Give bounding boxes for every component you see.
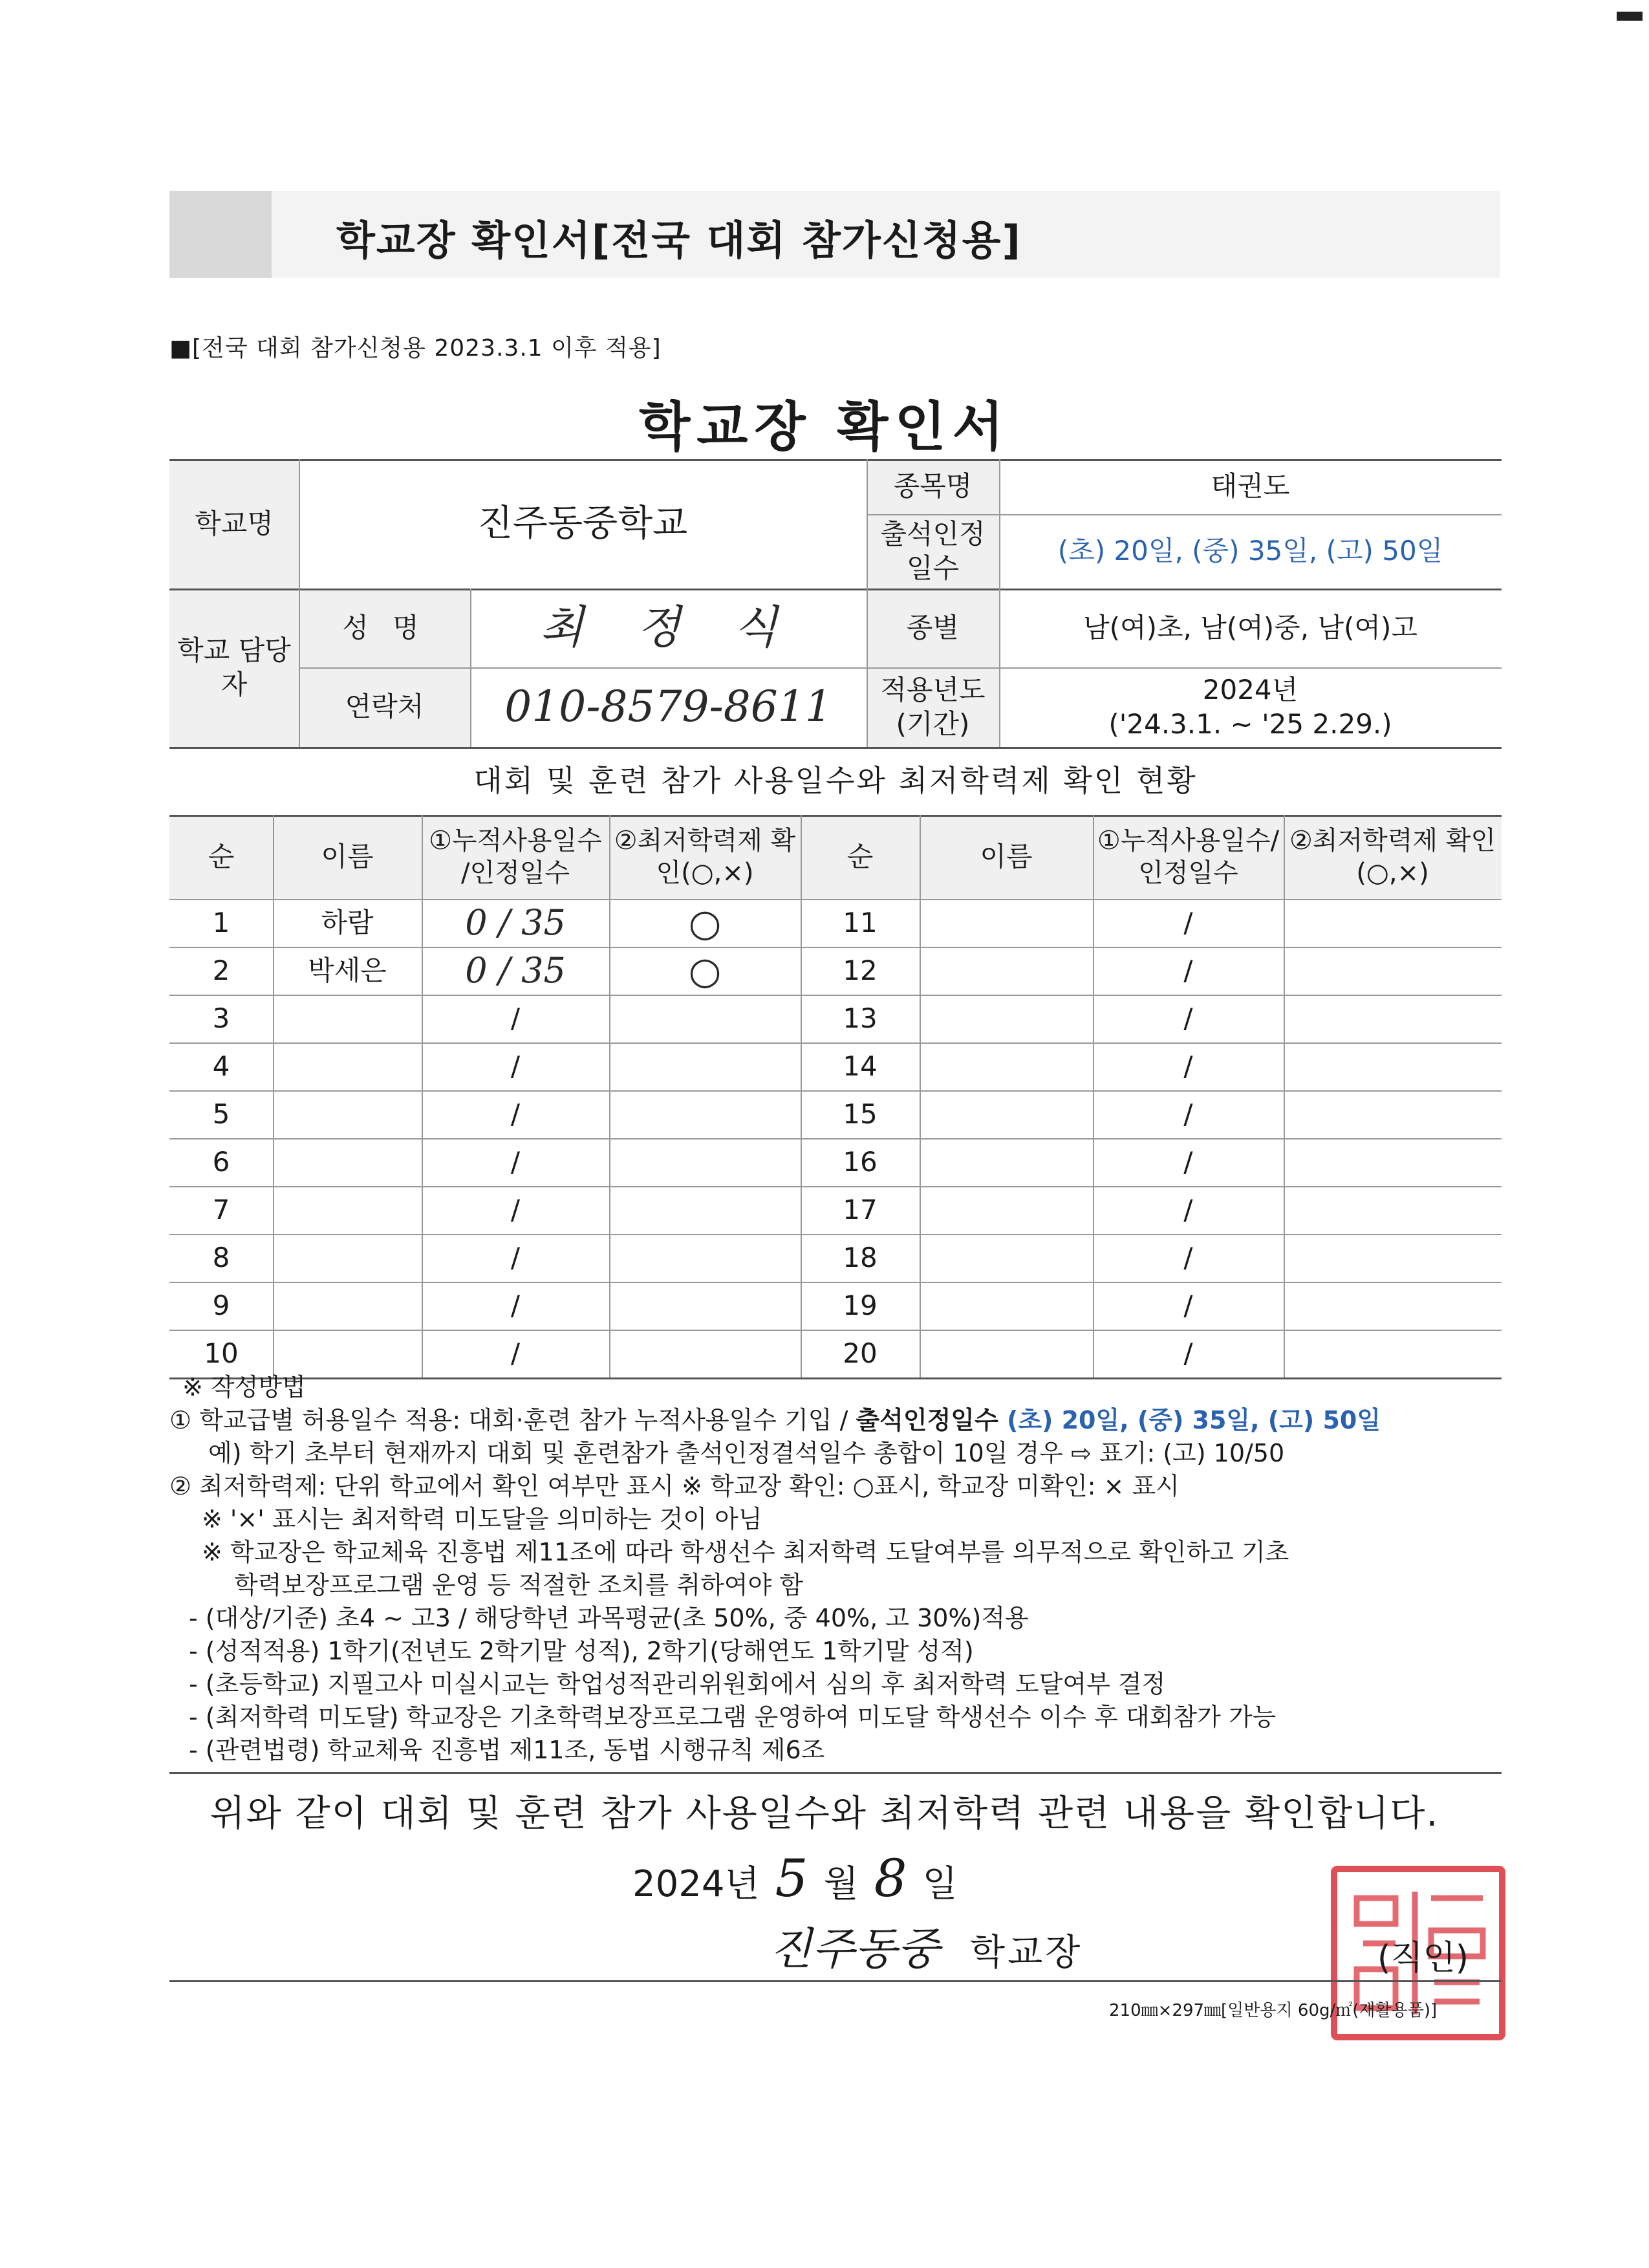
row-days-right: / <box>1183 906 1193 938</box>
note-line: - (대상/기준) 초4 ~ 고3 / 해당학년 과목평균(초 50%, 중 40%, 고 30%)적용 <box>189 1604 1029 1632</box>
contact-label: 연락처 <box>345 691 424 723</box>
contact-value: 010-8579-8611 <box>504 682 832 732</box>
col-check-header: ②최저학력제 확인(○,×) <box>614 826 796 888</box>
row-no-right: 18 <box>843 1241 878 1273</box>
confirm-statement: 위와 같이 대회 및 훈련 참가 사용일수와 최저학력 관련 내용을 확인합니다. <box>210 1793 1439 1835</box>
note-line: - (성적적용) 1학기(전년도 2학기말 성적), 2학기(당해연도 1학기말 성적) <box>189 1637 974 1665</box>
year-value: 2024년 <box>1202 674 1299 706</box>
row-no: 8 <box>212 1241 230 1273</box>
row-days-right: / <box>1183 954 1193 986</box>
divider <box>169 1772 1502 1774</box>
date-day: 8 <box>874 1848 907 1908</box>
paper-spec: 210㎜×297㎜[일반용지 60g/㎡(재활용품)] <box>1109 2001 1438 2020</box>
gender-label: 종별 <box>906 611 960 643</box>
col-days-header: ①누적사용일수 /인정일수 <box>429 826 602 888</box>
row-no: 3 <box>212 1002 230 1034</box>
row-days: / <box>510 1145 521 1178</box>
row-days: / <box>510 1289 521 1321</box>
col-name-header: 이름 <box>321 840 374 872</box>
col-no-header-right: 순 <box>846 840 874 872</box>
gender-value: 남(여)초, 남(여)중, 남(여)고 <box>1083 611 1417 643</box>
note-line: - (최저학력 미도달) 학교장은 기초학력보장프로그램 운영하여 미도달 학생선수 이수 후 대회참가 가능 <box>189 1703 1277 1731</box>
row-days-right: / <box>1183 1289 1193 1321</box>
note-line: ② 최저학력제: 단위 학교에서 확인 여부만 표시 ※ 학교장 확인: ○표시, 학교장 미확인: × 표시 <box>169 1472 1180 1500</box>
col-name-header-right: 이름 <box>980 840 1033 872</box>
attendance-value: (초) 20일, (중) 35일, (고) 50일 <box>1057 535 1443 567</box>
manager-label: 학교 담당자 <box>177 634 291 700</box>
row-no: 6 <box>212 1145 230 1178</box>
row-no: 1 <box>212 906 230 938</box>
row-no-right: 11 <box>843 906 878 938</box>
attendance-label: 출석인정 일수 <box>880 518 986 584</box>
note-line: 예) 학기 초부터 현재까지 대회 및 훈련참가 출석인정결석일수 총합이 10일 경우 ⇨ 표기: (고) 10/50 <box>208 1439 1285 1467</box>
row-days-right: / <box>1183 1337 1193 1369</box>
row-no: 2 <box>212 954 230 986</box>
subtitle: ■[전국 대회 참가신청용 2023.3.1 이후 적용] <box>169 335 662 362</box>
row-no-right: 14 <box>843 1050 878 1082</box>
event-label: 종목명 <box>893 470 973 502</box>
row-days: / <box>510 1050 521 1082</box>
school-value: 진주동중학교 <box>477 502 688 545</box>
row-days: / <box>510 1193 521 1226</box>
notes-heading: ※ 작성방법 <box>182 1373 306 1401</box>
row-no-right: 15 <box>843 1097 878 1130</box>
row-days-right: / <box>1183 1145 1193 1178</box>
name-label: 성 명 <box>342 611 427 643</box>
row-days-right: / <box>1183 1097 1193 1130</box>
row-days: / <box>510 1337 521 1369</box>
row-no-right: 12 <box>843 954 878 986</box>
note-line: - (초등학교) 지필고사 미실시교는 학업성적관리위원회에서 심의 후 최저학력 도달여부 결정 <box>189 1670 1166 1698</box>
row-days: / <box>510 1097 521 1130</box>
note-line: - (관련법령) 학교체육 진흥법 제11조, 동법 시행규칙 제6조 <box>189 1736 825 1764</box>
row-days-right: / <box>1183 1002 1193 1034</box>
row-no: 10 <box>204 1337 239 1369</box>
row-name: 박세은 <box>308 954 387 986</box>
period-value: ('24.3.1. ~ '25 2.29.) <box>1108 707 1392 740</box>
scan-mark <box>1617 12 1643 21</box>
footer-divider <box>169 1980 1502 1982</box>
row-days-right: / <box>1183 1241 1193 1273</box>
name-signature: 최 정 식 <box>539 601 797 654</box>
note-line: ※ 학교장은 학교체육 진흥법 제11조에 따라 학생선수 최저학력 도달여부를 의무적으로 확인하고 기초 <box>202 1538 1289 1566</box>
note-line: ※ '×' 표시는 최저학력 미도달을 의미하는 것이 아님 <box>202 1505 762 1533</box>
col-no-header: 순 <box>208 840 235 872</box>
date-month-label: 월 <box>823 1863 859 1905</box>
date-day-label: 일 <box>922 1863 958 1905</box>
row-no-right: 19 <box>843 1289 878 1321</box>
row-days: 0 / 35 <box>465 950 566 991</box>
row-no: 7 <box>212 1193 230 1226</box>
event-value: 태권도 <box>1211 470 1290 502</box>
row-days-right: / <box>1183 1193 1193 1226</box>
col-days-header-right: ①누적사용일수/ 인정일수 <box>1097 826 1280 888</box>
row-no: 4 <box>212 1050 230 1082</box>
row-days: / <box>510 1002 521 1034</box>
row-days: 0 / 35 <box>465 902 566 944</box>
principal-label: 학교장 <box>970 1932 1083 1974</box>
row-no-right: 13 <box>843 1002 878 1034</box>
status-heading: 대회 및 훈련 참가 사용일수와 최저학력제 확인 현황 <box>473 762 1198 798</box>
page-title: 학교장 확인서 <box>639 396 1010 458</box>
row-days: / <box>510 1241 521 1273</box>
col-check-header-right: ②최저학력제 확인(○,×) <box>1289 826 1496 888</box>
row-check: ○ <box>688 948 722 993</box>
row-no: 5 <box>212 1097 230 1130</box>
row-no: 9 <box>212 1289 230 1321</box>
row-days-right: / <box>1183 1050 1193 1082</box>
note-line: ① 학교급별 허용일수 적용: 대회·훈련 참가 누적사용일수 기입 / 출석인정일수 (초) 20일, (중) 35일, (고) 50일 <box>169 1406 1381 1434</box>
row-no-right: 16 <box>843 1145 878 1178</box>
writing-guide <box>169 1371 1502 1767</box>
year-label: 적용년도 (기간) <box>880 674 986 740</box>
banner-title: 학교장 확인서[전국 대회 참가신청용] <box>336 217 1022 264</box>
row-no-right: 20 <box>843 1337 878 1369</box>
date <box>632 1848 958 1908</box>
row-name: 하람 <box>321 906 374 938</box>
banner-box <box>169 191 272 278</box>
seal-label: (직인) <box>1377 1939 1469 1978</box>
school-label: 학교명 <box>195 507 274 539</box>
date-year: 2024년 <box>632 1863 760 1905</box>
school-signature: 진주동중 <box>770 1924 940 1975</box>
row-check: ○ <box>688 900 722 945</box>
note-line: 학력보장프로그램 운영 등 적절한 조치를 취하여야 함 <box>234 1571 804 1599</box>
row-no-right: 17 <box>843 1193 878 1226</box>
date-month: 5 <box>775 1848 808 1908</box>
